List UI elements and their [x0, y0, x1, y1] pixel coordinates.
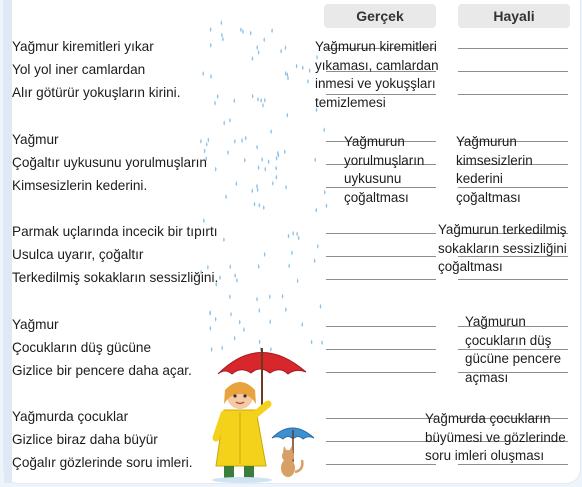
- raindrop-icon: [269, 294, 271, 299]
- raindrop-icon: [210, 74, 212, 79]
- raindrop-icon: [323, 127, 325, 132]
- answer-line-text: Yağmurun: [465, 314, 526, 329]
- imaginary-answer-line[interactable]: [458, 279, 568, 280]
- real-answer-line[interactable]: [326, 279, 436, 280]
- raindrop-icon: [285, 307, 287, 312]
- raindrop-icon: [234, 139, 236, 144]
- real-answer-line[interactable]: [326, 256, 436, 257]
- poem-line: Kimsesizlerin kederini.: [12, 178, 148, 193]
- raindrop-icon: [225, 194, 227, 199]
- answer-line-text: soru imleri oluşması: [425, 448, 545, 464]
- header-imaginary: Hayali: [458, 4, 570, 28]
- raindrop-icon: [234, 273, 236, 278]
- answer-imaginary-5: [425, 410, 566, 466]
- raindrop-icon: [254, 202, 256, 207]
- raindrop-icon: [264, 252, 266, 257]
- poem-line: Yol yol iner camlardan: [12, 62, 146, 77]
- raindrop-icon: [256, 45, 258, 50]
- raindrop-icon: [217, 94, 219, 99]
- raindrop-icon: [307, 79, 309, 84]
- raindrop-icon: [229, 294, 231, 299]
- imaginary-answer-line[interactable]: [458, 71, 568, 72]
- stanza-3: [12, 220, 218, 289]
- raindrop-icon: [229, 264, 231, 269]
- raindrop-icon: [236, 278, 238, 283]
- raindrop-icon: [230, 312, 232, 317]
- raindrop-icon: [244, 158, 246, 163]
- stanza-1: [12, 35, 180, 104]
- raindrop-icon: [324, 190, 326, 195]
- answer-line-text: Yağmurun terkedilmiş: [438, 222, 567, 237]
- answer-line-text: kimsesizlerin: [456, 152, 533, 168]
- raindrop-icon: [262, 103, 264, 108]
- raindrop-icon: [256, 144, 258, 149]
- answer-line-text: yıkaması, camlardan: [315, 57, 439, 73]
- raindrop-icon: [314, 157, 316, 162]
- answer-line-text: gücüne pencere: [465, 351, 562, 367]
- raindrop-icon: [263, 37, 265, 42]
- raindrop-icon: [287, 113, 289, 118]
- answer-line-text: Yağmurun: [344, 134, 405, 149]
- stanza-2: [12, 128, 207, 197]
- raindrop-icon: [252, 56, 254, 61]
- raindrop-icon: [280, 48, 282, 53]
- raindrop-icon: [258, 264, 260, 269]
- raindrop-icon: [309, 68, 311, 73]
- poem-line: Gizlice biraz daha büyür: [12, 432, 158, 447]
- poem-line: Çocukların düş gücüne: [12, 340, 152, 355]
- answer-line-text: sokakların sessizliğini: [438, 240, 567, 256]
- answer-line-text: açması: [465, 370, 509, 386]
- real-answer-line[interactable]: [326, 349, 436, 350]
- raindrop-icon: [240, 27, 242, 32]
- raindrop-icon: [297, 278, 299, 283]
- raindrop-icon: [315, 208, 317, 213]
- raindrop-icon: [239, 320, 241, 325]
- raindrop-icon: [223, 120, 225, 125]
- answer-line-text: uykusunu: [344, 171, 402, 187]
- raindrop-icon: [326, 203, 328, 208]
- raindrop-icon: [282, 294, 284, 299]
- raindrop-icon: [236, 181, 238, 186]
- raindrop-icon: [251, 188, 253, 193]
- poem-line: Yağmur: [12, 317, 59, 332]
- raindrop-icon: [243, 327, 245, 332]
- raindrop-icon: [229, 118, 231, 123]
- raindrop-icon: [256, 297, 258, 302]
- raindrop-icon: [242, 29, 244, 34]
- raindrop-icon: [284, 149, 286, 154]
- raindrop-icon: [264, 167, 266, 172]
- cat-icon: [281, 446, 302, 477]
- raindrop-icon: [285, 185, 287, 190]
- raindrop-icon: [276, 156, 278, 161]
- header-real: Gerçek: [324, 4, 436, 28]
- raindrop-icon: [263, 205, 265, 210]
- raindrop-icon: [291, 250, 293, 255]
- raindrop-icon: [296, 64, 298, 69]
- answer-line-text: Yağmurda çocukların: [425, 411, 551, 426]
- imaginary-answer-line[interactable]: [458, 94, 568, 95]
- raindrop-icon: [215, 167, 217, 172]
- raindrop-icon: [269, 319, 271, 324]
- real-answer-line[interactable]: [326, 372, 436, 373]
- raindrop-icon: [210, 43, 212, 48]
- raindrop-icon: [302, 65, 304, 70]
- girl-with-umbrella-illustration: [210, 338, 320, 483]
- real-answer-line[interactable]: [326, 233, 436, 234]
- answer-line-text: büyümesi ve gözlerinde: [425, 429, 566, 445]
- answer-imaginary-3: [438, 221, 567, 277]
- poem-line: Yağmur kiremitleri yıkar: [12, 39, 154, 54]
- raindrop-icon: [219, 275, 221, 280]
- answer-real-2: [344, 133, 424, 208]
- answer-line-text: inmesi ve yokuşşları: [315, 76, 436, 92]
- answer-line-text: kederini: [456, 171, 503, 187]
- poem-line: Usulca uyarır, çoğaltır: [12, 247, 144, 262]
- raindrop-icon: [210, 27, 212, 32]
- raindrop-icon: [208, 137, 210, 142]
- raindrop-icon: [202, 71, 204, 76]
- raindrop-icon: [285, 71, 287, 76]
- raindrop-icon: [296, 231, 298, 236]
- raindrop-icon: [275, 166, 277, 171]
- raindrop-icon: [245, 136, 247, 141]
- answer-real-1: [315, 38, 439, 113]
- poem-line: Yağmur: [12, 132, 59, 147]
- real-answer-line[interactable]: [326, 326, 436, 327]
- raindrop-icon: [257, 97, 259, 102]
- raindrop-icon: [285, 45, 287, 50]
- answer-line-text: Yağmurun: [456, 134, 517, 149]
- raindrop-icon: [271, 28, 273, 33]
- poem-line: Gizlice bir pencere daha açar.: [12, 363, 192, 378]
- answer-line-text: çoğaltması: [456, 190, 521, 206]
- poem-line: Yağmurda çocuklar: [12, 409, 129, 424]
- poem-line: Çoğalır gözlerinde soru imleri.: [12, 455, 193, 470]
- raindrop-icon: [223, 237, 225, 242]
- raindrop-icon: [317, 244, 319, 249]
- answer-line-text: çoğaltması: [438, 259, 503, 275]
- raindrop-icon: [210, 326, 212, 331]
- poem-line: Parmak uçlarında incecik bir tıpırtı: [12, 224, 218, 239]
- raindrop-icon: [268, 159, 270, 164]
- raindrop-icon: [320, 304, 322, 309]
- stanza-5: [12, 405, 193, 474]
- imaginary-answer-line[interactable]: [458, 48, 568, 49]
- raindrop-icon: [258, 50, 260, 55]
- raindrop-icon: [259, 308, 261, 313]
- raindrop-icon: [298, 235, 300, 240]
- answer-imaginary-2: [456, 133, 533, 208]
- raindrop-icon: [221, 20, 223, 25]
- poem-line: Çoğaltır uykusunu yorulmuşların: [12, 155, 207, 170]
- raindrop-icon: [252, 94, 254, 99]
- raindrop-icon: [292, 231, 294, 236]
- raindrop-icon: [241, 138, 243, 143]
- raindrop-icon: [221, 32, 223, 37]
- raindrop-icon: [264, 98, 266, 103]
- raindrop-icon: [260, 98, 262, 103]
- raindrop-icon: [234, 98, 236, 103]
- raindrop-icon: [222, 37, 224, 42]
- answer-line-text: Yağmurun kiremitleri: [315, 39, 437, 54]
- poem-line: Terkedilmiş sokakların sessizliğini.: [12, 270, 219, 285]
- raindrop-icon: [302, 322, 304, 327]
- real-answer-line[interactable]: [326, 418, 436, 419]
- raindrop-icon: [270, 129, 272, 134]
- stanza-4: [12, 313, 192, 382]
- answer-imaginary-4: [465, 313, 561, 388]
- raindrop-icon: [276, 175, 278, 180]
- raindrop-icon: [288, 233, 290, 238]
- answer-line-text: çocukların düş: [465, 332, 552, 348]
- raindrop-icon: [215, 317, 217, 322]
- raindrop-icon: [261, 157, 263, 162]
- answer-line-text: yorulmuşların: [344, 152, 425, 168]
- raindrop-icon: [227, 150, 229, 155]
- raindrop-icon: [250, 31, 252, 36]
- raindrop-icon: [214, 101, 216, 106]
- raindrop-icon: [258, 165, 260, 170]
- raindrop-icon: [259, 203, 261, 208]
- poem-line: Alır götürür yokuşların kirini.: [12, 85, 181, 100]
- answer-line-text: temizlemesi: [315, 95, 386, 111]
- real-answer-line[interactable]: [326, 441, 436, 442]
- raindrop-icon: [288, 263, 290, 268]
- raindrop-icon: [321, 340, 323, 345]
- answer-line-text: çoğaltması: [344, 190, 409, 206]
- raindrop-icon: [314, 258, 316, 263]
- raindrop-icon: [272, 181, 274, 186]
- real-answer-line[interactable]: [326, 464, 436, 465]
